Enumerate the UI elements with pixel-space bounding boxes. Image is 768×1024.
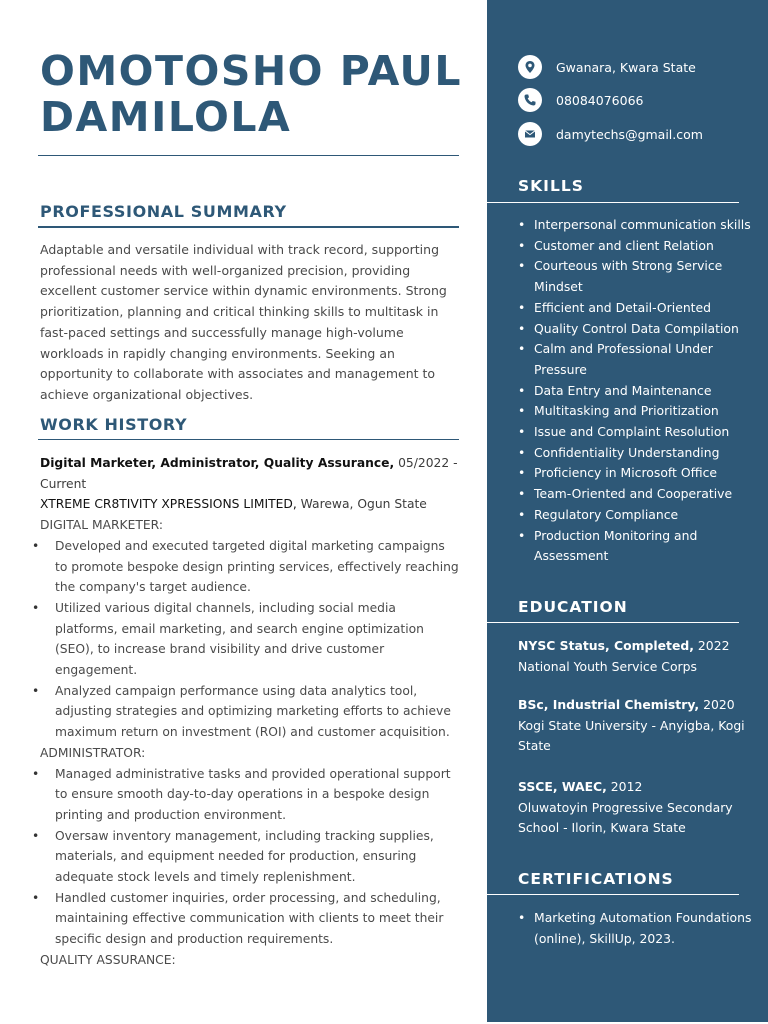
role-bullets [40, 764, 460, 950]
summary-text: Adaptable and versatile individual with track record, supporting professional needs with well-organized precision, providing excellent customer service within dynamic environments. Strong prioritization, planning and critical thinking skills to multitask in fast-paced settings and successfully manage high-volume workloads in rapidly changing environments. Seeking an opportunity to collaborate with associates and management to achieve organizational objectives. [40, 242, 447, 402]
location-text: Gwanara, Kwara State [556, 59, 696, 75]
list-item: • Utilized various digital channels, including social media platforms, email marketing, and search engine optimization (SEO), to increase brand visibility and drive customer engagement. [40, 598, 460, 681]
list-item: • Oversaw inventory management, including tracking supplies, materials, and equipment needed for production, ensuring adequate stock levels and timely replenishment. [40, 826, 460, 888]
role-label: QUALITY ASSURANCE: [40, 952, 176, 967]
work-history-divider [38, 439, 459, 440]
email-text: damytechs@gmail.com [556, 126, 703, 142]
list-item: • Courteous with Strong Service Mindset [518, 256, 753, 297]
candidate-name [40, 48, 470, 140]
job-heading [40, 453, 460, 494]
list-item: • Confidentiality Understanding [518, 443, 753, 464]
list-item: • Multitasking and Prioritization [518, 401, 753, 422]
school: Oluwatoyin Progressive Secondary School [518, 799, 733, 836]
list-item: • Calm and Professional Under Pressure [518, 339, 753, 380]
education-entry [518, 777, 753, 839]
school-place: - Anyigba, Kogi State [518, 717, 745, 754]
education-entry [518, 695, 753, 757]
list-item: • Regulatory Compliance [518, 505, 753, 526]
list-item: • Quality Control Data Compilation [518, 319, 753, 340]
name-divider [38, 155, 459, 156]
job-employer [40, 494, 460, 515]
list-item: • Proficiency in Microsoft Office [518, 463, 753, 484]
job-dates: 05/2022 - Current [40, 456, 458, 491]
degree: SSCE, WAEC, [518, 779, 607, 794]
summary-heading: PROFESSIONAL SUMMARY [40, 202, 287, 221]
name-line-2: DAMILOLA [40, 93, 292, 141]
certifications-heading: CERTIFICATIONS [518, 870, 674, 888]
degree: BSc, Industrial Chemistry, [518, 697, 700, 712]
contact-phone [518, 88, 758, 112]
education-heading: EDUCATION [518, 598, 628, 616]
location-pin-icon [518, 55, 542, 79]
education-divider [487, 622, 739, 623]
school-place: - Ilorin, Kwara State [559, 820, 686, 836]
list-item: • Developed and executed targeted digital marketing campaigns to promote bespoke design printing services, effectively reaching the company's target audience. [40, 536, 460, 598]
work-history-body [40, 453, 460, 971]
company-name: XTREME CR8TIVITY XPRESSIONS LIMITED, [40, 497, 297, 512]
year: 2020 [703, 697, 735, 712]
role-label: DIGITAL MARKETER: [40, 518, 163, 533]
list-item: • Issue and Complaint Resolution [518, 422, 753, 443]
envelope-icon [518, 122, 542, 146]
list-item: • Production Monitoring and Assessment [518, 526, 753, 567]
role-bullets [40, 536, 460, 743]
list-item: • Efficient and Detail-Oriented [518, 298, 753, 319]
school: Kogi State University [518, 717, 648, 733]
list-item: • Marketing Automation Foundations (online), SkillUp, 2023. [518, 908, 753, 949]
skills-list [518, 215, 753, 567]
year: 2012 [610, 779, 643, 794]
role-label: ADMINISTRATOR: [40, 745, 146, 760]
list-item: • Analyzed campaign performance using data analytics tool, adjusting strategies and optimizing marketing efforts to achieve maximum return on investment (ROI) and customer acquisition. [40, 681, 460, 743]
list-item: • Team-Oriented and Cooperative [518, 484, 753, 505]
name-line-1: OMOTOSHO PAUL [40, 47, 462, 95]
summary-divider [38, 226, 459, 228]
company-location: Warewa, Ogun State [300, 497, 427, 512]
contact-email [518, 122, 758, 146]
skills-divider [487, 202, 739, 203]
degree: NYSC Status, Completed, [518, 638, 694, 653]
list-item: • Customer and client Relation [518, 236, 753, 257]
list-item: • Interpersonal communication skills [518, 215, 753, 236]
phone-text: 08084076066 [556, 92, 644, 108]
certifications-list [518, 908, 753, 949]
school: National Youth Service Corps [518, 658, 697, 674]
contact-location [518, 55, 758, 79]
year: 2022 [697, 638, 730, 653]
work-history-heading: WORK HISTORY [40, 415, 188, 434]
list-item: • Data Entry and Maintenance [518, 381, 753, 402]
job-title: Digital Marketer, Administrator, Quality Assurance, [40, 456, 395, 470]
list-item: • Managed administrative tasks and provided operational support to ensure smooth day-to-day operations in a bespoke design printing and production environment. [40, 764, 460, 826]
list-item: • Handled customer inquiries, order processing, and scheduling, maintaining effective communication with clients to meet their specific design and production requirements. [40, 888, 460, 950]
skills-heading: SKILLS [518, 177, 584, 195]
education-entry [518, 636, 753, 677]
certifications-divider [487, 894, 739, 895]
phone-icon [518, 88, 542, 112]
